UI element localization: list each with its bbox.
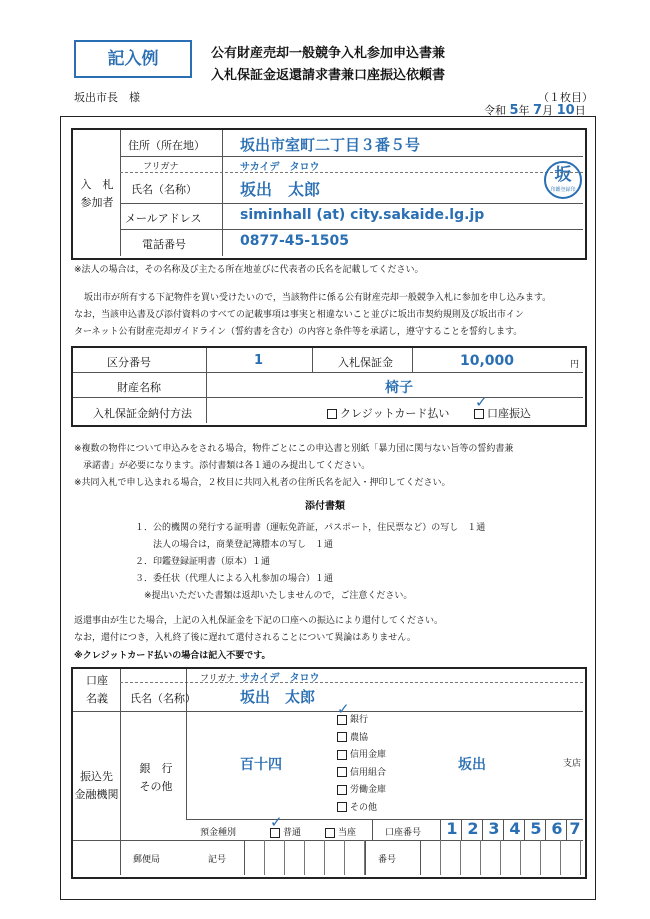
bank-name-label: 氏名（名称） — [130, 692, 196, 705]
bank-type-checkbox[interactable] — [337, 785, 347, 795]
page-note: （１枚目） — [538, 91, 593, 104]
deposit-unit: 円 — [570, 360, 580, 370]
digit-sep — [545, 819, 546, 840]
method-credit-label: クレジットカード払い — [340, 407, 450, 420]
postal-code-cells — [244, 840, 366, 875]
bank-row-line-e — [73, 840, 120, 841]
title-line1: 公有財産売却一般競争入札参加申込書兼 — [211, 46, 446, 61]
bank-type-option[interactable] — [337, 747, 386, 765]
bank-furigana-label: フリガナ — [200, 674, 236, 684]
email-label: メールアドレス — [125, 212, 202, 225]
bank-section-col — [120, 669, 121, 875]
note-multi-3: ※共同入札で申し込まれる場合，２枚目に共同入札者の住所氏名を記入・押印してください。 — [74, 478, 451, 488]
deposit-value: 10,000 — [460, 353, 515, 369]
account-digit: 1 — [446, 819, 458, 838]
refund-text-1: 返還事由が生じた場合，上記の入札保証金を下記の口座への振込により還付してください。 — [74, 616, 444, 626]
declaration-1: 坂出市が所有する下記物件を買い受けたいので，当該物件に係る公有財産売却一般競争入札に参加を申し込みます。 — [84, 293, 552, 303]
branch-name: 坂出 — [458, 757, 486, 773]
bank-type-option[interactable] — [337, 730, 386, 748]
address-label: 住所（所在地） — [128, 139, 205, 152]
bank-label-col2 — [186, 711, 187, 819]
deposit-label: 入札保証金 — [338, 356, 393, 369]
bank-furigana-value: サカイデ タロウ — [240, 673, 320, 684]
bank-name: 百十四 — [240, 757, 282, 773]
bidder-section-label: 入 札 参加者 — [80, 178, 114, 209]
bank-type-option[interactable] — [337, 782, 386, 800]
bank-type-option[interactable] — [337, 800, 386, 818]
property-col-line2 — [312, 348, 313, 372]
bank-type-list — [337, 712, 386, 817]
bank-name-value: 坂出 太郎 — [240, 688, 316, 706]
refund-text-2: なお，還付につき，入札終了後に遅れて還付されることについて異論はありません。 — [74, 633, 416, 643]
method-label: 入札保証金納付方法 — [93, 407, 192, 420]
bank-type-checkbox[interactable] — [337, 802, 347, 812]
date-month: 7 — [533, 103, 543, 118]
date-year: 5 — [509, 103, 519, 118]
attachment-3: ３．委任状（代理人による入札参加の場合）１通 — [135, 574, 334, 584]
account-digit: 2 — [467, 819, 479, 838]
digit-sep — [524, 819, 525, 840]
furigana-value: サカイデ タロウ — [240, 162, 320, 173]
bank-check-icon: ✓ — [475, 393, 488, 411]
bidder-row-line1 — [120, 156, 583, 157]
bank-type-checkbox[interactable] — [337, 732, 347, 742]
bank-type-label-item: 農協 — [350, 732, 369, 743]
digit-sep — [566, 819, 567, 840]
category-label: 区分番号 — [107, 356, 151, 369]
address-value: 坂出市室町二丁目３番５号 — [240, 136, 421, 154]
account-digit: 4 — [509, 819, 521, 838]
bank-type-label-item: 信用金庫 — [350, 750, 387, 760]
seal-sub: 印鑑登録印 — [550, 187, 576, 193]
bank-type-check-icon: ✓ — [337, 700, 350, 718]
property-name-value: 椅子 — [385, 380, 413, 396]
account-label: 口座 名義 — [86, 674, 108, 705]
credit-checkbox[interactable] — [327, 409, 337, 419]
bank-type-label-item: 信用組合 — [350, 767, 387, 778]
addressee: 坂出市長 様 — [74, 91, 140, 104]
deposit-current-label: 当座 — [338, 828, 357, 838]
date-month-unit: 月 — [542, 104, 554, 117]
property-row-line2 — [73, 397, 583, 398]
bank-row-line-a — [120, 682, 583, 683]
ordinary-check-icon: ✓ — [270, 813, 283, 831]
account-digit: 5 — [530, 819, 542, 838]
bank-type-checkbox[interactable] — [337, 767, 347, 777]
bank-row-line-b — [73, 711, 583, 712]
account-digit: 3 — [488, 819, 500, 838]
postal-number-label: 番号 — [378, 855, 397, 865]
bank-type-label-item: 銀行 — [350, 715, 369, 725]
property-row-line1 — [73, 372, 583, 373]
declaration-3: ターネット公有財産売却ガイドライン（誓約書を含む）の内容と条件等を承諾し，遵守することを誓約します。 — [74, 327, 523, 337]
bank-section-label: 振込先 金融機関 — [74, 770, 119, 801]
attachment-note: ※提出いただいた書類は返却いたしませんので，ご注意ください。 — [135, 591, 413, 601]
property-name-label: 財産名称 — [117, 381, 161, 394]
deposit-type-label: 預金種別 — [200, 828, 237, 838]
name-value: 坂出 太郎 — [240, 180, 321, 199]
digit-sep — [461, 819, 462, 840]
bidder-row-line3 — [120, 203, 583, 204]
property-col-line3 — [412, 348, 413, 372]
attachment-1b: 法人の場合は，商業登記簿謄本の写し １通 — [135, 540, 334, 550]
note-multi-1: ※複数の物件について申込みをされる場合，物件ごとにこの申込書と別紙「暴力団に関与ない旨等の誓約書兼 — [74, 444, 514, 454]
seal-char: 坂 — [554, 165, 572, 185]
date-day: 10 — [556, 103, 575, 118]
account-no-label: 口座番号 — [385, 828, 422, 838]
bidder-row-line2 — [120, 172, 583, 173]
credit-note: ※クレジットカード払いの場合は記入不要です。 — [74, 651, 271, 661]
title-line2: 入札保証金返還請求書兼口座振込依頼書 — [211, 68, 446, 83]
property-col-line1 — [206, 348, 207, 423]
postal-label: 郵便局 — [133, 855, 161, 865]
account-no-col-line — [372, 819, 373, 840]
bank-type-checkbox[interactable] — [337, 750, 347, 760]
bank-type-label-item: 労働金庫 — [350, 785, 387, 795]
attachment-2: ２．印鑑登録証明書（原本）１通 — [135, 557, 271, 567]
name-label: 氏名（名称） — [131, 183, 197, 196]
postal-number-cells — [420, 840, 584, 875]
phone-label: 電話番号 — [142, 238, 186, 251]
account-digit: 7 — [569, 819, 581, 838]
note-corporate: ※法人の場合は，その名称及び主たる所在地並びに代表者の氏名を記載してください。 — [74, 265, 424, 275]
category-value: 1 — [254, 353, 264, 368]
note-multi-2: 承諾書」が必要になります。添付書類は各１通のみ提出してください。 — [74, 461, 371, 471]
sample-stamp: 記入例 — [74, 40, 192, 78]
bank-type-option[interactable] — [337, 765, 386, 783]
account-digit: 6 — [551, 819, 563, 838]
method-credit-option[interactable] — [327, 405, 449, 421]
branch-suffix: 支店 — [563, 759, 582, 769]
date-day-unit: 日 — [574, 104, 586, 117]
bank-type-label-item: その他 — [350, 802, 378, 813]
digit-sep — [503, 819, 504, 840]
method-bank-label: 口座振込 — [487, 407, 531, 420]
email-value: siminhall (at) city.sakaide.lg.jp — [240, 207, 485, 223]
furigana-label: フリガナ — [143, 162, 179, 172]
bank-type-label: 銀 行 その他 — [139, 762, 173, 793]
phone-value: 0877-45-1505 — [240, 233, 350, 249]
current-checkbox[interactable] — [325, 828, 335, 838]
bidder-row-line4 — [120, 229, 583, 230]
attachments-title: 添付書類 — [305, 501, 345, 512]
declaration-2: なお，当該申込書及び添付資料のすべての記載事項は事実と相違ないこと並びに坂出市契約規則及び坂出市イン — [74, 310, 524, 320]
deposit-ordinary-label: 普通 — [283, 828, 302, 838]
digit-sep — [482, 819, 483, 840]
date-year-unit: 年 — [518, 104, 530, 117]
deposit-current-option[interactable] — [325, 825, 356, 838]
registered-seal — [544, 161, 582, 199]
attachment-1: １．公的機関の発行する証明書（運転免許証，パスポート，住民票など）の写し １通 — [135, 523, 486, 533]
postal-code-label: 記号 — [208, 855, 227, 865]
date-era: 令和 — [484, 104, 506, 117]
